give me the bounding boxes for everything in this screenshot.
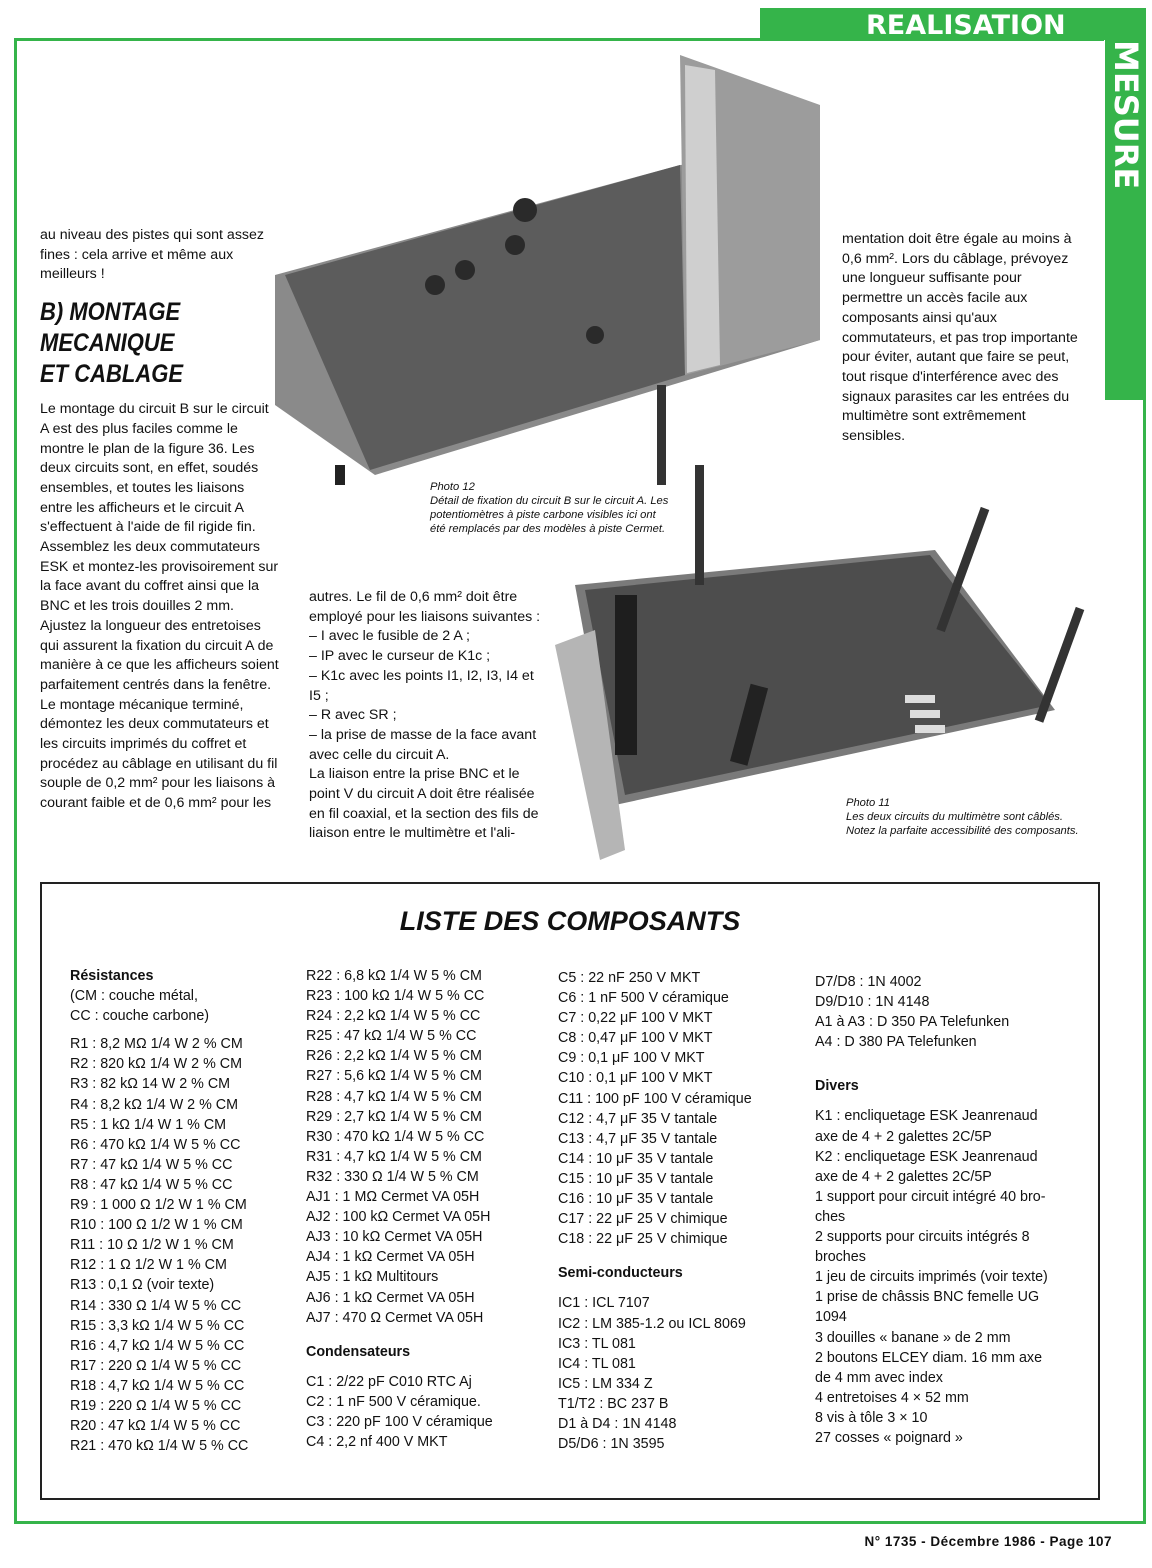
page-frame-bottom (14, 1521, 1146, 1524)
component-item: R4 : 8,2 kΩ 1/4 W 2 % CM (70, 1096, 239, 1113)
heading-line-3: ET CABLAGE (40, 360, 183, 389)
misc-list (815, 1106, 1048, 1448)
component-item: R26 : 2,2 kΩ 1/4 W 5 % CM (306, 1048, 482, 1065)
component-item: AJ5 : 1 kΩ Multitours (306, 1269, 439, 1286)
component-item: 1 jeu de circuits imprimés (voir texte) (815, 1269, 1048, 1286)
page-frame-right (1143, 400, 1146, 1524)
component-item: C10 : 0,1 μF 100 V MKT (558, 1070, 713, 1087)
component-item: R17 : 220 Ω 1/4 W 5 % CC (70, 1357, 242, 1374)
resistor-list-2 (306, 966, 493, 1328)
component-item: 1 prise de châssis BNC femelle UG (815, 1289, 1040, 1306)
component-item: R23 : 100 kΩ 1/4 W 5 % CC (306, 988, 485, 1005)
component-item: R25 : 47 kΩ 1/4 W 5 % CC (306, 1028, 477, 1045)
left-column (40, 226, 280, 814)
component-item: C18 : 22 μF 25 V chimique (558, 1231, 728, 1248)
component-item: R32 : 330 Ω 1/4 W 5 % CM (306, 1168, 479, 1185)
component-item: R13 : 0,1 Ω (voir texte) (70, 1277, 215, 1294)
component-item: R10 : 100 Ω 1/2 W 1 % CM (70, 1217, 243, 1234)
photo-12-drawing (275, 45, 820, 485)
component-item: 2 supports pour circuits intégrés 8 (815, 1229, 1030, 1246)
component-item: C11 : 100 pF 100 V céramique (558, 1090, 752, 1107)
middle-column (309, 588, 549, 844)
component-item: R24 : 2,2 kΩ 1/4 W 5 % CC (306, 1008, 481, 1025)
component-item: R2 : 820 kΩ 1/4 W 2 % CM (70, 1056, 242, 1073)
component-item: IC3 : TL 081 (558, 1335, 636, 1352)
component-item: C3 : 220 pF 100 V céramique (306, 1413, 493, 1430)
page-footer: N° 1735 - Décembre 1986 - Page 107 (864, 1534, 1112, 1549)
component-item: C8 : 0,47 μF 100 V MKT (558, 1030, 713, 1047)
photo-12-title: Photo 12 (430, 481, 475, 493)
diode-display-list (815, 972, 1048, 1052)
resistances-note: CC : couche carbone) (70, 1008, 210, 1025)
left-paragraph-2: Le montage mécanique terminé, démontez les deux commutateurs et les circuits imprimés du coffret et procédez au câblage en utilisant du fil souple de 0,2 mm² pour les liaisons à courant faible et de 0,6 mm² pour les (40, 696, 278, 812)
component-item: 3 douilles « banane » de 2 mm (815, 1329, 1011, 1346)
component-item: C9 : 0,1 μF 100 V MKT (558, 1050, 705, 1067)
parts-column-3 (558, 968, 752, 1454)
component-item: broches (815, 1249, 866, 1266)
resistor-list (70, 1034, 248, 1456)
component-item: C7 : 0,22 μF 100 V MKT (558, 1010, 713, 1027)
semiconductors-heading: Semi-conducteurs (558, 1265, 683, 1282)
component-item: C12 : 4,7 μF 35 V tantale (558, 1110, 718, 1127)
resistances-note: (CM : couche métal, (70, 988, 198, 1005)
right-paragraph: mentation doit être égale au moins à 0,6 mm². Lors du câblage, prévoyez une longueur suffisante pour permettre un accès facile aux composants ainsi qu'aux commutateurs, et pas trop importante pour éviter, autant que faire se peut, tout risque d'interférence avec des signaux parasites car les entrées du multimètre sont extrêmement sensibles. (842, 231, 1078, 445)
component-item: 1 support pour circuit intégré 40 bro- (815, 1188, 1046, 1205)
component-item: AJ2 : 100 kΩ Cermet VA 05H (306, 1209, 491, 1226)
component-item: R29 : 2,7 kΩ 1/4 W 5 % CM (306, 1108, 482, 1125)
capacitor-list-2 (558, 968, 752, 1249)
component-item: D5/D6 : 1N 3595 (558, 1436, 665, 1453)
component-item: D9/D10 : 1N 4148 (815, 994, 930, 1011)
component-item: axe de 4 + 2 galettes 2C/5P (815, 1168, 992, 1185)
component-item: R20 : 47 kΩ 1/4 W 5 % CC (70, 1418, 241, 1435)
photo-11-title: Photo 11 (846, 797, 890, 809)
component-item: R11 : 10 Ω 1/2 W 1 % CM (70, 1237, 234, 1254)
component-item: R3 : 82 kΩ 14 W 2 % CM (70, 1076, 231, 1093)
heading-line-2: MECANIQUE (40, 329, 175, 358)
component-item: 8 vis à tôle 3 × 10 (815, 1409, 928, 1426)
side-tab-label: MESURE (1107, 40, 1145, 190)
component-item: AJ6 : 1 kΩ Cermet VA 05H (306, 1289, 475, 1306)
component-item: AJ4 : 1 kΩ Cermet VA 05H (306, 1249, 475, 1266)
component-item: de 4 mm avec index (815, 1369, 943, 1386)
component-item: R31 : 4,7 kΩ 1/4 W 5 % CM (306, 1148, 482, 1165)
component-item: R28 : 4,7 kΩ 1/4 W 5 % CM (306, 1088, 482, 1105)
component-item: C2 : 1 nF 500 V céramique. (306, 1393, 481, 1410)
capacitors-heading: Condensateurs (306, 1343, 411, 1360)
middle-line-5: – R avec SR ; (309, 707, 397, 724)
parts-list-box (40, 882, 1100, 1500)
semiconductor-list (558, 1293, 752, 1454)
component-item: C15 : 10 μF 35 V tantale (558, 1170, 714, 1187)
component-item: R5 : 1 kΩ 1/4 W 1 % CM (70, 1116, 227, 1133)
component-item: IC1 : ICL 7107 (558, 1295, 650, 1312)
component-item: IC5 : LM 334 Z (558, 1375, 653, 1392)
right-column (842, 230, 1078, 447)
component-item: AJ1 : 1 MΩ Cermet VA 05H (306, 1189, 480, 1206)
component-item: R6 : 470 kΩ 1/4 W 5 % CC (70, 1136, 241, 1153)
component-item: T1/T2 : BC 237 B (558, 1395, 669, 1412)
component-item: R8 : 47 kΩ 1/4 W 5 % CC (70, 1176, 233, 1193)
component-item: 1094 (815, 1309, 847, 1326)
component-item: 2 boutons ELCEY diam. 16 mm axe (815, 1349, 1043, 1366)
component-item: 27 cosses « poignard » (815, 1429, 963, 1446)
photo-11-text: Les deux circuits du multimètre sont câblés. Notez la parfaite accessibilité des composants. (846, 811, 1079, 837)
component-item: R14 : 330 Ω 1/4 W 5 % CC (70, 1297, 242, 1314)
component-item: ches (815, 1208, 846, 1225)
middle-line-3: – IP avec le curseur de K1c ; (309, 648, 491, 665)
left-intro: au niveau des pistes qui sont assez fines : cela arrive et même aux meilleurs ! (40, 227, 264, 283)
component-item: 4 entretoises 4 × 52 mm (815, 1389, 969, 1406)
misc-heading: Divers (815, 1078, 859, 1095)
section-heading (40, 297, 251, 390)
resistances-heading: Résistances (70, 968, 154, 984)
photo-12-image (275, 45, 820, 485)
middle-line-2: – I avec le fusible de 2 A ; (309, 628, 470, 645)
component-item: C16 : 10 μF 35 V tantale (558, 1191, 714, 1208)
parts-column-4 (815, 972, 1048, 1448)
component-item: AJ7 : 470 Ω Cermet VA 05H (306, 1309, 484, 1326)
page-frame-left (14, 38, 17, 1524)
component-item: R27 : 5,6 kΩ 1/4 W 5 % CM (306, 1068, 482, 1085)
photo-12-text: Détail de fixation du circuit B sur le circuit A. Les potentiomètres à piste carbone visibles ici ont été remplacés par des modèles à piste Cermet. (430, 495, 669, 535)
photo-11-caption (846, 796, 1086, 838)
component-item: IC2 : LM 385-1.2 ou ICL 8069 (558, 1315, 746, 1332)
parts-column-2 (306, 966, 493, 1452)
component-item: AJ3 : 10 kΩ Cermet VA 05H (306, 1229, 483, 1246)
component-item: R21 : 470 kΩ 1/4 W 5 % CC (70, 1438, 249, 1455)
left-paragraph-1: Le montage du circuit B sur le circuit A est des plus faciles comme le montre le plan de la figure 36. Les deux circuits sont, en effet, soudés ensembles, et toutes les liaisons entre les afficheurs et le circuit A s'effectuent à l'aide de fil rigide fin. Assemblez les deux commutateurs ESK et montez-les provisoirement sur la face avant du coffret ainsi que la BNC et les trois douilles 2 mm. Ajustez la longueur des entretoises qui assurent la fixation du circuit A de manière à ce que les afficheurs soient parfaitement centrés dans la fenêtre. (40, 401, 279, 693)
heading-line-1: B) MONTAGE (40, 298, 181, 327)
component-item: D1 à D4 : 1N 4148 (558, 1415, 677, 1432)
component-item: K1 : encliquetage ESK Jeanrenaud (815, 1108, 1038, 1125)
component-item: R1 : 8,2 MΩ 1/4 W 2 % CM (70, 1036, 243, 1053)
component-item: K2 : encliquetage ESK Jeanrenaud (815, 1148, 1038, 1165)
component-item: A4 : D 380 PA Telefunken (815, 1034, 977, 1051)
component-item: R30 : 470 kΩ 1/4 W 5 % CC (306, 1128, 485, 1145)
component-item: R15 : 3,3 kΩ 1/4 W 5 % CC (70, 1317, 245, 1334)
middle-line-7: La liaison entre la prise BNC et le point V du circuit A doit être réalisée en fil coaxial, et la section des fils de liaison entre le multimètre et l'ali- (309, 766, 539, 842)
middle-line-4: – K1c avec les points I1, I2, I3, I4 et I5 ; (309, 667, 534, 704)
component-item: C17 : 22 μF 25 V chimique (558, 1211, 728, 1228)
parts-column-resistances (70, 966, 248, 1456)
component-item: R18 : 4,7 kΩ 1/4 W 5 % CC (70, 1377, 245, 1394)
parts-list-title: LISTE DES COMPOSANTS (399, 906, 741, 936)
component-item: R12 : 1 Ω 1/2 W 1 % CM (70, 1257, 227, 1274)
component-item: D7/D8 : 1N 4002 (815, 974, 922, 990)
component-item: R9 : 1 000 Ω 1/2 W 1 % CM (70, 1197, 247, 1214)
component-item: C13 : 4,7 μF 35 V tantale (558, 1130, 718, 1147)
component-item: C1 : 2/22 pF C010 RTC Aj (306, 1373, 472, 1390)
middle-line-1: autres. Le fil de 0,6 mm² doit être employé pour les liaisons suivantes : (309, 589, 541, 625)
section-header-title: REALISATION (866, 10, 1066, 41)
component-item: C4 : 2,2 nf 400 V MKT (306, 1434, 448, 1451)
component-item: R16 : 4,7 kΩ 1/4 W 5 % CC (70, 1337, 245, 1354)
component-item: axe de 4 + 2 galettes 2C/5P (815, 1128, 992, 1145)
component-item: R22 : 6,8 kΩ 1/4 W 5 % CM (306, 968, 482, 984)
component-item: C6 : 1 nF 500 V céramique (558, 990, 729, 1007)
component-item: R7 : 47 kΩ 1/4 W 5 % CC (70, 1156, 233, 1173)
capacitor-list (306, 1372, 493, 1452)
component-item: R19 : 220 Ω 1/4 W 5 % CC (70, 1397, 242, 1414)
middle-line-6: – la prise de masse de la face avant avec celle du circuit A. (309, 726, 537, 763)
component-item: IC4 : TL 081 (558, 1355, 636, 1372)
component-item: C5 : 22 nF 250 V MKT (558, 970, 701, 986)
component-item: C14 : 10 μF 35 V tantale (558, 1150, 714, 1167)
component-item: A1 à A3 : D 350 PA Telefunken (815, 1014, 1010, 1031)
